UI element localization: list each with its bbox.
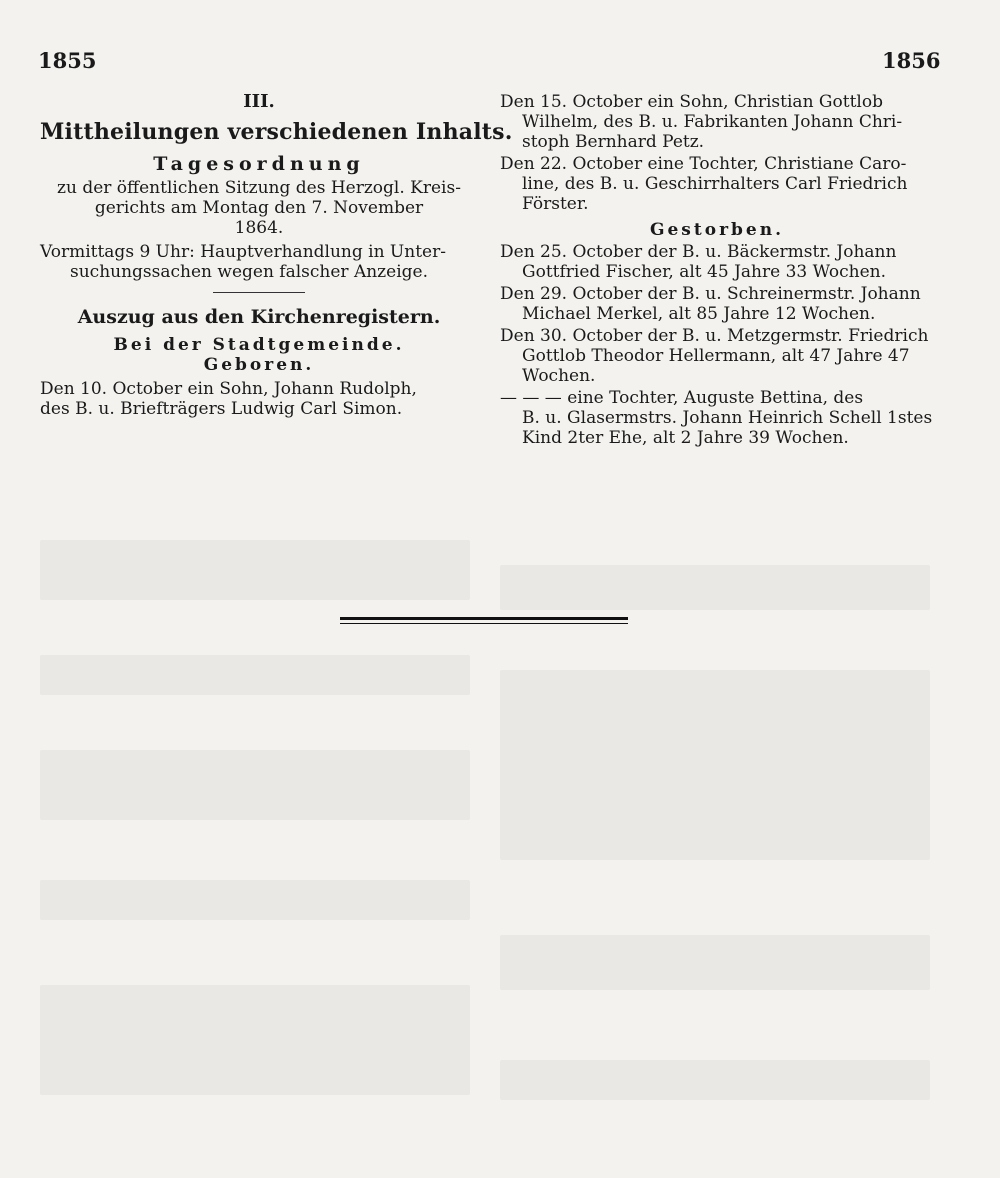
entry-line: Wochen. xyxy=(522,366,596,386)
agenda-text xyxy=(40,178,478,238)
entry-line: Den 29. October der B. u. Schreinermstr. Johann xyxy=(500,284,921,304)
right-column xyxy=(500,92,934,450)
entry-line: Gottlob Theodor Hellermann, alt 47 Jahre 47 xyxy=(522,346,910,366)
birth-entry xyxy=(500,154,934,214)
agenda-heading: Tagesordnung xyxy=(153,153,365,175)
agenda-line: 1864. xyxy=(234,218,284,238)
entry-line: — — — eine Tochter, Auguste Bettina, des xyxy=(500,388,864,408)
section-title: Mittheilungen verschiedenen Inhalts. xyxy=(40,119,513,145)
agenda-line: zu der öffentlichen Sitzung des Herzogl. Kreis- xyxy=(57,178,461,198)
agenda-line: gerichts am Montag den 7. November xyxy=(94,198,424,218)
entry-line: stoph Bernhard Petz. xyxy=(522,132,705,152)
entry-line: B. u. Glasermstrs. Johann Heinrich Schell 1stes xyxy=(522,408,933,428)
entry-line: Den 10. October ein Sohn, Johann Rudolph, xyxy=(40,379,417,399)
deaths-heading: Gestorben. xyxy=(649,220,785,240)
agenda-body xyxy=(40,242,478,282)
entry-line: line, des B. u. Geschirrhalters Carl Friedrich xyxy=(522,174,908,194)
birth-entry xyxy=(500,92,934,152)
register-title: Auszug aus den Kirchenregistern. xyxy=(77,306,441,328)
agenda-body-line: suchungssachen wegen falscher Anzeige. xyxy=(70,262,428,282)
entry-line: Den 15. October ein Sohn, Christian Gottlob xyxy=(500,92,883,112)
entry-line: Den 30. October der B. u. Metzgermstr. Friedrich xyxy=(500,326,929,346)
death-entry xyxy=(500,326,934,386)
birth-entry xyxy=(40,379,478,419)
death-entry xyxy=(500,242,934,282)
entry-line: Förster. xyxy=(522,194,589,214)
page-number-left: 1855 xyxy=(38,48,97,73)
entry-line: Michael Merkel, alt 85 Jahre 12 Wochen. xyxy=(522,304,876,324)
death-entry xyxy=(500,388,934,448)
entry-line: des B. u. Briefträgers Ludwig Carl Simon. xyxy=(40,399,403,419)
entry-line: Den 22. October eine Tochter, Christiane Caro- xyxy=(500,154,907,174)
left-column xyxy=(40,91,513,421)
agenda-body-line: Vormittags 9 Uhr: Hauptverhandlung in Unter- xyxy=(40,242,446,262)
entry-line: Den 25. October der B. u. Bäckermstr. Johann xyxy=(500,242,897,262)
parish-heading: Bei der Stadtgemeinde. xyxy=(113,335,405,355)
entry-line: Wilhelm, des B. u. Fabrikanten Johann Chri- xyxy=(522,112,903,132)
section-end-rule xyxy=(340,617,628,624)
page-number-right: 1856 xyxy=(882,48,941,73)
entry-line: Kind 2ter Ehe, alt 2 Jahre 39 Wochen. xyxy=(522,428,849,448)
death-entry xyxy=(500,284,934,324)
births-heading: Geboren. xyxy=(203,355,315,375)
entry-line: Gottfried Fischer, alt 45 Jahre 33 Wochen. xyxy=(522,262,887,282)
divider xyxy=(213,292,305,293)
section-number: III. xyxy=(243,91,275,112)
